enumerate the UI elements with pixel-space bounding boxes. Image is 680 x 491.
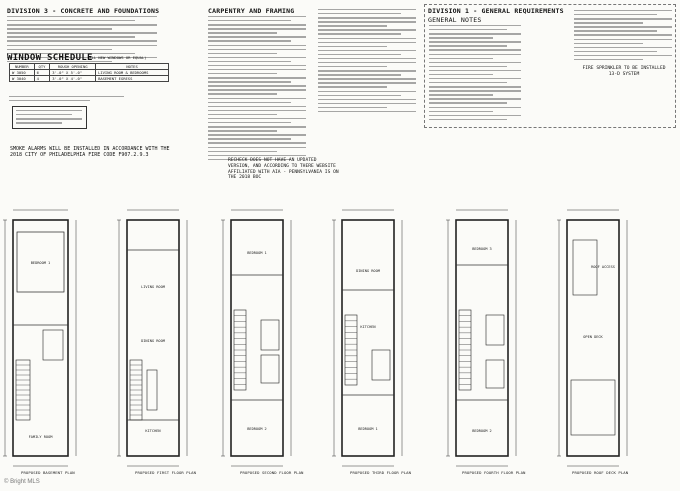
bathroom [486,315,504,345]
plan-title-third: PROPOSED THIRD FLOOR PLAN [350,470,412,475]
plan-title-roof: PROPOSED ROOF DECK PLAN [572,470,629,475]
column-header: QTY [34,64,50,70]
room-label-family: FAMILY ROOM [28,435,53,439]
room-label-kitchen: KITCHEN [360,325,376,329]
window-schedule-heading: WINDOW SCHEDULE [7,53,93,63]
exterior-wall [342,220,394,456]
table-cell: 4 [34,76,50,82]
bathroom [261,320,279,350]
bathroom [372,350,390,380]
plan-title-first: PROPOSED FIRST FLOOR PLAN [135,470,197,475]
table-cell: BASEMENT EGRESS [96,76,169,82]
column-header: NUMBER [10,64,35,70]
plan-title-basement: PROPOSED BASEMENT PLAN [21,470,75,475]
division3-heading: DIVISION 3 - CONCRETE AND FOUNDATIONS [7,7,160,15]
room-label-bedroom: BEDROOM 3 [472,247,492,251]
room-label-dining: DINING ROOM [356,269,380,273]
table-cell: 3'-0" X 5'-0" [50,70,96,76]
table-cell: W 3040 [10,76,35,82]
room-label-bedroom: BEDROOM 2 [247,427,267,431]
exterior-wall [231,220,283,456]
recheck-note: RECHECK DOES NOT HAVE AN UPDATED VERSION, AND ACCORDING TO THERE WEBSITE AFFILIATED WITH AIA - PENNSYLVANIA IS ON THE 2018 BOC [228,158,339,181]
table-cell: 6 [34,70,50,76]
general-notes-heading: GENERAL NOTES [428,16,482,24]
smoke-alarm-note: SMOKE ALARMS WILL BE INSTALLED IN ACCORDANCE WITH THE 2018 CITY OF PHILADELPHIA FIRE CODE F907.2.9.3 [10,146,170,159]
kitchen-island [147,370,157,410]
column-header: NOTES [96,64,169,70]
plan-title-second: PROPOSED SECOND FLOOR PLAN [240,470,304,475]
sprinkler-note: FIRE SPRINKLER TO BE INSTALLED 13-D SYSTEM [582,66,666,77]
bathroom [486,360,504,388]
exterior-wall [13,220,68,456]
table-cell: 3'-0" X 4'-0" [50,76,96,82]
room-label-kitchen: KITCHEN [145,429,161,433]
table-cell: LIVING ROOM & BEDROOMS [96,70,169,76]
division1-heading: DIVISION 1 - GENERAL REQUIREMENTS [428,7,564,15]
column-header: ROUGH OPENING [50,64,96,70]
room-label-roof-access: ROOF ACCESS [591,265,615,269]
watermark: © Bright MLS [4,479,40,485]
room-label-living: LIVING ROOM [141,285,165,289]
bathroom [43,330,63,360]
exterior-wall [456,220,508,456]
room-label-bedroom: BEDROOM 1 [247,251,267,255]
exterior-wall [127,220,179,456]
room-label-bedroom: BEDROOM 2 [472,429,492,433]
plan-title-fourth: PROPOSED FOURTH FLOOR PLAN [462,470,526,475]
deck-outline [571,380,615,435]
window-schedule-subtitle: (ALL NEW WINDOWS OR EQUAL) [87,55,147,60]
room-label-bedroom: BEDROOM 1 [358,427,378,431]
carpentry-heading: CARPENTRY AND FRAMING [208,7,295,15]
table-cell: W 3050 [10,70,35,76]
room-label-dining: DINING ROOM [141,339,165,343]
bathroom [261,355,279,383]
room-label-deck: OPEN DECK [583,335,603,339]
room-label-bedroom: BEDROOM 1 [30,261,51,265]
